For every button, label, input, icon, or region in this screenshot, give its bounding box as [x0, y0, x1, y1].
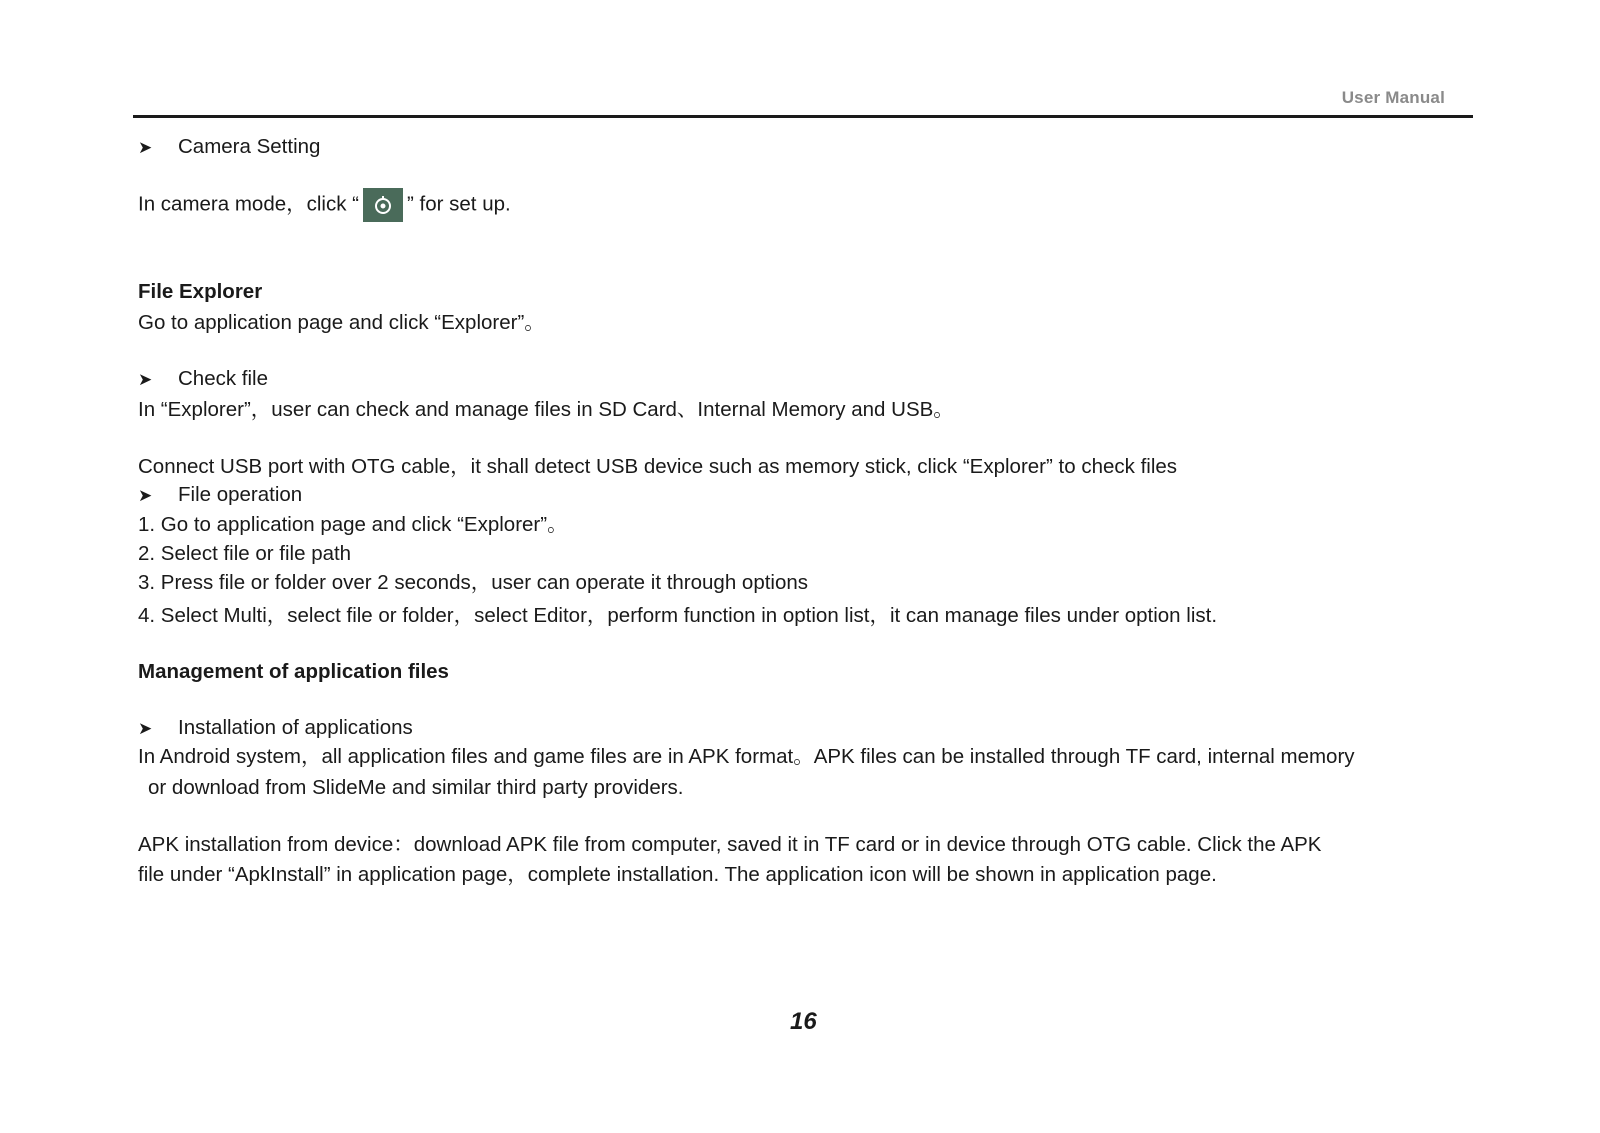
app-management-heading: Management of application files	[138, 660, 449, 683]
file-operation-step-4: 4. Select Multi，select file or folder，select Editor，perform function in option list，it can manage files under option list.	[138, 604, 1218, 627]
arrow-bullet-icon: ➤	[138, 486, 153, 505]
file-operation-step-1: 1. Go to application page and click “Explorer”。	[138, 513, 568, 536]
file-operation-title: File operation	[178, 483, 303, 506]
header-title: User Manual	[1341, 88, 1445, 107]
file-explorer-intro: Go to application page and click “Explorer”。	[138, 311, 545, 334]
camera-setting-text	[138, 188, 511, 222]
camera-setting-heading	[138, 134, 320, 161]
arrow-bullet-icon: ➤	[138, 370, 153, 389]
page-number: 16	[790, 1008, 817, 1035]
file-operation-heading	[138, 482, 302, 509]
check-file-heading	[138, 366, 268, 393]
camera-setting-text-after: ” for set up.	[407, 192, 511, 216]
camera-setting-title: Camera Setting	[178, 135, 321, 158]
file-operation-step-2: 2. Select file or file path	[138, 542, 352, 565]
file-operation-step-3: 3. Press file or folder over 2 seconds，user can operate it through options	[138, 571, 809, 594]
file-explorer-heading: File Explorer	[138, 280, 263, 303]
installation-text-line-2: or download from SlideMe and similar third party providers.	[148, 776, 684, 799]
installation-title: Installation of applications	[178, 716, 413, 739]
camera-setting-text-before: In camera mode，click “	[138, 192, 360, 216]
arrow-bullet-icon: ➤	[138, 719, 153, 738]
apk-install-line-2: file under “ApkInstall” in application page，complete installation. The application icon will be shown in application page.	[138, 863, 1217, 886]
check-file-title: Check file	[178, 367, 269, 390]
header-divider	[133, 115, 1473, 118]
check-file-text: In “Explorer”，user can check and manage files in SD Card、Internal Memory and USB。	[138, 398, 954, 421]
installation-heading	[138, 715, 413, 742]
apk-install-line-1: APK installation from device：download APK file from computer, saved it in TF card or in device through OTG cable. Click the APK	[138, 833, 1322, 856]
camera-settings-icon	[363, 188, 403, 222]
arrow-bullet-icon: ➤	[138, 138, 153, 157]
usb-text: Connect USB port with OTG cable，it shall detect USB device such as memory stick, click “Explorer” to check files	[138, 455, 1178, 478]
installation-text-line-1: In Android system，all application files and game files are in APK format。APK files can be installed through TF card, internal memory	[138, 745, 1355, 768]
